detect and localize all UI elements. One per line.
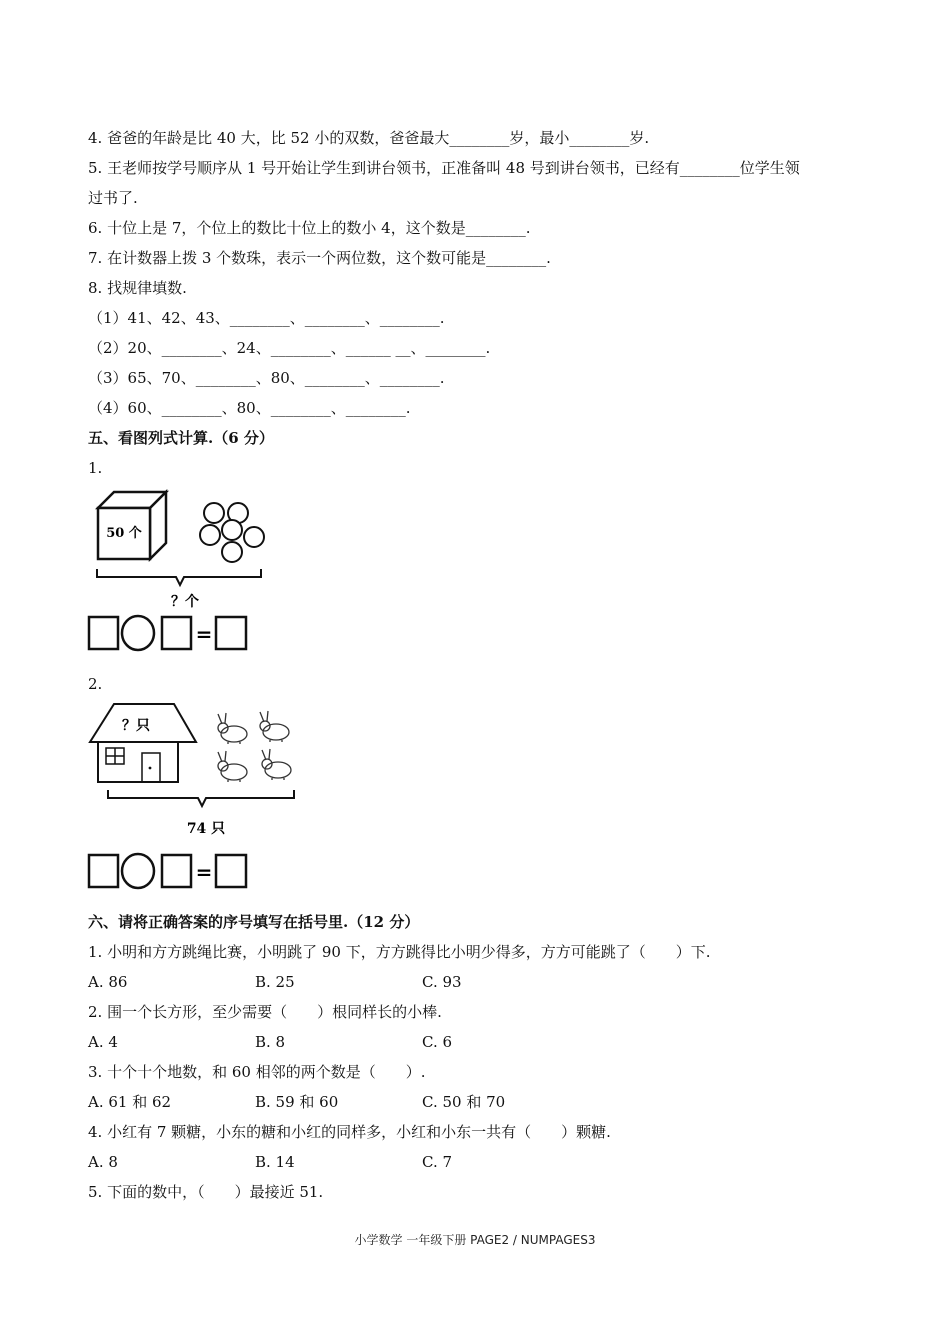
question-5-continued: 过书了.: [88, 189, 138, 207]
mc-4-option-c: C. 7: [422, 1153, 453, 1171]
rabbit-icons: [218, 711, 291, 782]
cube-label: 50 个: [106, 526, 142, 541]
section-6-title: 六、请将正确答案的序号填写在括号里.（12 分）: [88, 913, 420, 931]
house-label: ？只: [122, 718, 150, 734]
mc-question-3: 3. 十个十个地数，和 60 相邻的两个数是（ ）.: [88, 1063, 426, 1081]
mc-4-option-a: A. 8: [88, 1153, 118, 1171]
svg-text:=: =: [195, 622, 213, 646]
question-8: 8. 找规律填数.: [88, 279, 187, 297]
pattern-3: （3）65、70、________、80、________、________.: [88, 369, 445, 387]
total-label-1: ？个: [171, 594, 199, 610]
question-4: 4. 爸爸的年龄是比 40 大，比 52 小的双数，爸爸最大________岁，最小________岁.: [88, 129, 650, 147]
total-label-2: 74 只: [186, 821, 226, 837]
mc-question-5: 5. 下面的数中，（ ）最接近 51.: [88, 1183, 324, 1201]
mc-2-option-c: C. 6: [422, 1033, 453, 1051]
svg-text:=: =: [195, 860, 213, 884]
section-5-q1-label: 1.: [88, 459, 103, 477]
mc-1-option-c: C. 93: [422, 973, 462, 991]
mc-3-option-b: B. 59 和 60: [255, 1093, 339, 1111]
mc-4-option-b: B. 14: [255, 1153, 295, 1171]
figure-house-rabbits: [86, 700, 316, 850]
mc-question-4: 4. 小红有 7 颗糖，小东的糖和小红的同样多，小红和小东一共有（ ）颗糖.: [88, 1123, 611, 1141]
mc-1-option-a: A. 86: [88, 973, 128, 991]
page-footer: 小学数学 一年级下册 PAGE2 / NUMPAGES3: [354, 1233, 596, 1247]
mc-3-option-c: C. 50 和 70: [422, 1093, 506, 1111]
mc-1-option-b: B. 25: [255, 973, 295, 991]
equation-boxes-2: [86, 852, 256, 892]
pattern-1: （1）41、42、43、________、________、________.: [88, 309, 445, 327]
mc-3-option-a: A. 61 和 62: [88, 1093, 172, 1111]
mc-question-1: 1. 小明和方方跳绳比赛，小明跳了 90 下，方方跳得比小明少得多，方方可能跳了（ ）下.: [88, 943, 711, 961]
section-5-title: 五、看图列式计算.（6 分）: [88, 429, 274, 447]
mc-2-option-a: A. 4: [88, 1033, 118, 1051]
mc-question-2: 2. 围一个长方形，至少需要（ ）根同样长的小棒.: [88, 1003, 442, 1021]
question-5: 5. 王老师按学号顺序从 1 号开始让学生到讲台领书，正准备叫 48 号到讲台领书，已经有________位学生领: [88, 159, 800, 177]
question-7: 7. 在计数器上拨 3 个数珠，表示一个两位数，这个数可能是________.: [88, 249, 551, 267]
equation-boxes-1: [86, 614, 256, 654]
pattern-4: （4）60、________、80、________、________.: [88, 399, 411, 417]
pattern-2: （2）20、________、24、________、______ __、________.: [88, 339, 491, 357]
question-6: 6. 十位上是 7，个位上的数比十位上的数小 4，这个数是________.: [88, 219, 531, 237]
section-5-q2-label: 2.: [88, 675, 103, 693]
mc-2-option-b: B. 8: [255, 1033, 286, 1051]
